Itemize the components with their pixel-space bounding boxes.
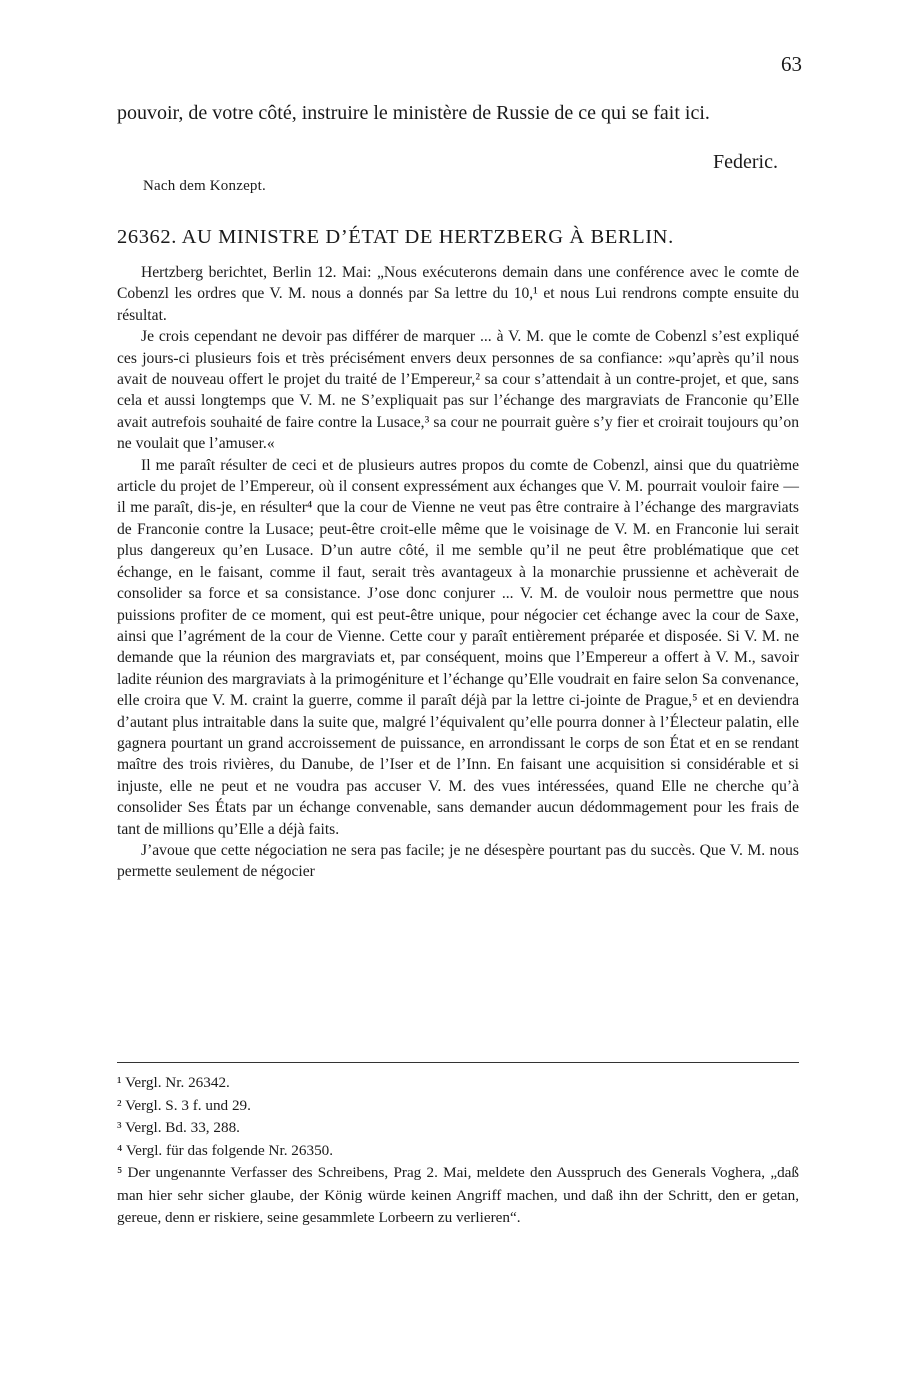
source-note: Nach dem Konzept.	[143, 178, 266, 194]
body-paragraph-1: Hertzberg berichtet, Berlin 12. Mai: „Nous exécuterons demain dans une conférence avec le comte de Cobenzl les ordres que V. M. nous a donnés par Sa lettre du 10,¹ et nous Lui rendrons compte ensuite du résultat.	[117, 264, 799, 324]
body-paragraph-3: Il me paraît résulter de ceci et de plusieurs autres propos du comte de Cobenzl, ainsi que du quatrième article du projet de l’Empereur, où il consent expressément aux échanges que V. M. pourrait vouloir faire — il me paraît, dis-je, en résulter⁴ que la cour de Vienne ne veut pas être contraire à l’échange des margraviats de Franconie contre la Lusace; peut-être croit-elle même que le voisinage de V. M. en Franconie lui serait plus dangereux qu’en Lusace. D’un autre côté, il me semble qu’il ne peut être problématique que cet échange, en le faisant, comme il faut, serait très avantageux à la monarchie prussienne et achèverait de consolider sa force et sa consistance. J’ose donc conjurer ... V. M. de vouloir nous permettre que nous puissions profiter de ce moment, qui est peut-être unique, pour négocier cet échange avec la cour de Saxe, ainsi que l’agrément de la cour de Vienne. Cette cour y paraît entièrement préparée et disposée. Si V. M. ne demande que la réunion des margraviats et, par conséquent, moins que l’Empereur a offert à V. M., savoir ladite réunion des margraviats à la primogéniture et l’échange qu’Elle voudrait en faire selon Sa convenance, elle croira que V. M. craint la guerre, comme il paraît déjà par la lettre ci-jointe de Prague,⁵ et en deviendra d’autant plus intraitable dans la suite que, malgré l’équivalent qu’elle pourra donner à l’Électeur palatin, elle gagnera pourtant un grand accroissement de puissance, en arrondissant le corps de son État et en se rendant maître des trois rivières, du Danube, de l’Iser et de l’Inn. En faisant une acquisition si considérable et si injuste, elle ne peut et ne voudra pas accuser V. M. des vues intéressées, quand Elle ne cherche qu’à consolider Ses États par un échange convenable, sans demander aucun dédommagement pour les frais de tant de millions qu’Elle a déjà faits.	[117, 456, 799, 838]
footnote-1: ¹ Vergl. Nr. 26342.	[117, 1074, 230, 1091]
footnote-5: ⁵ Der ungenannte Verfasser des Schreibens, Prag 2. Mai, meldete den Ausspruch des Generals Voghera, „daß man hier sehr sicher glaube, der König würde keinen Angriff machen, und daß ihn der Schritt, den er getan, gereue, denn er riskiere, seine gesammlete Lorbeern zu verlieren“.	[117, 1164, 799, 1226]
document-heading: 26362. AU MINISTRE D’ÉTAT DE HERTZBERG À BERLIN.	[117, 226, 674, 248]
signature: Federic.	[713, 151, 778, 173]
footnote-divider	[117, 1062, 799, 1063]
page-number: 63	[781, 52, 802, 76]
intro-paragraph: pouvoir, de votre côté, instruire le ministère de Russie de ce qui se fait ici.	[117, 102, 710, 124]
footnote-4: ⁴ Vergl. für das folgende Nr. 26350.	[117, 1141, 334, 1159]
body-text	[117, 262, 799, 883]
footnote-2: ² Vergl. S. 3 f. und 29.	[117, 1096, 251, 1114]
body-paragraph-2: Je crois cependant ne devoir pas différer de marquer ... à V. M. que le comte de Cobenzl s’est expliqué ces jours-ci plusieurs fois et très précisément envers deux personnes de sa confiance: »qu’après qu’il nous avait de nouveau offert le projet du traité de l’Empereur,² sa cour s’attendait à un contre-projet, et que, sans cela et aussi longtemps que V. M. ne S’expliquait pas sur l’échange des margraviats de Franconie qu’Elle avait autrefois souhaité de faire contre la Lusace,³ sa cour ne pourrait guère s’y fier et croirait toujours qu’on ne voulait que l’amuser.«	[117, 328, 799, 453]
footnote-3: ³ Vergl. Bd. 33, 288.	[117, 1119, 240, 1136]
body-paragraph-4: J’avoue que cette négociation ne sera pas facile; je ne désespère pourtant pas du succès. Que V. M. nous permette seulement de négocier	[117, 841, 799, 881]
footnotes	[117, 1072, 799, 1230]
